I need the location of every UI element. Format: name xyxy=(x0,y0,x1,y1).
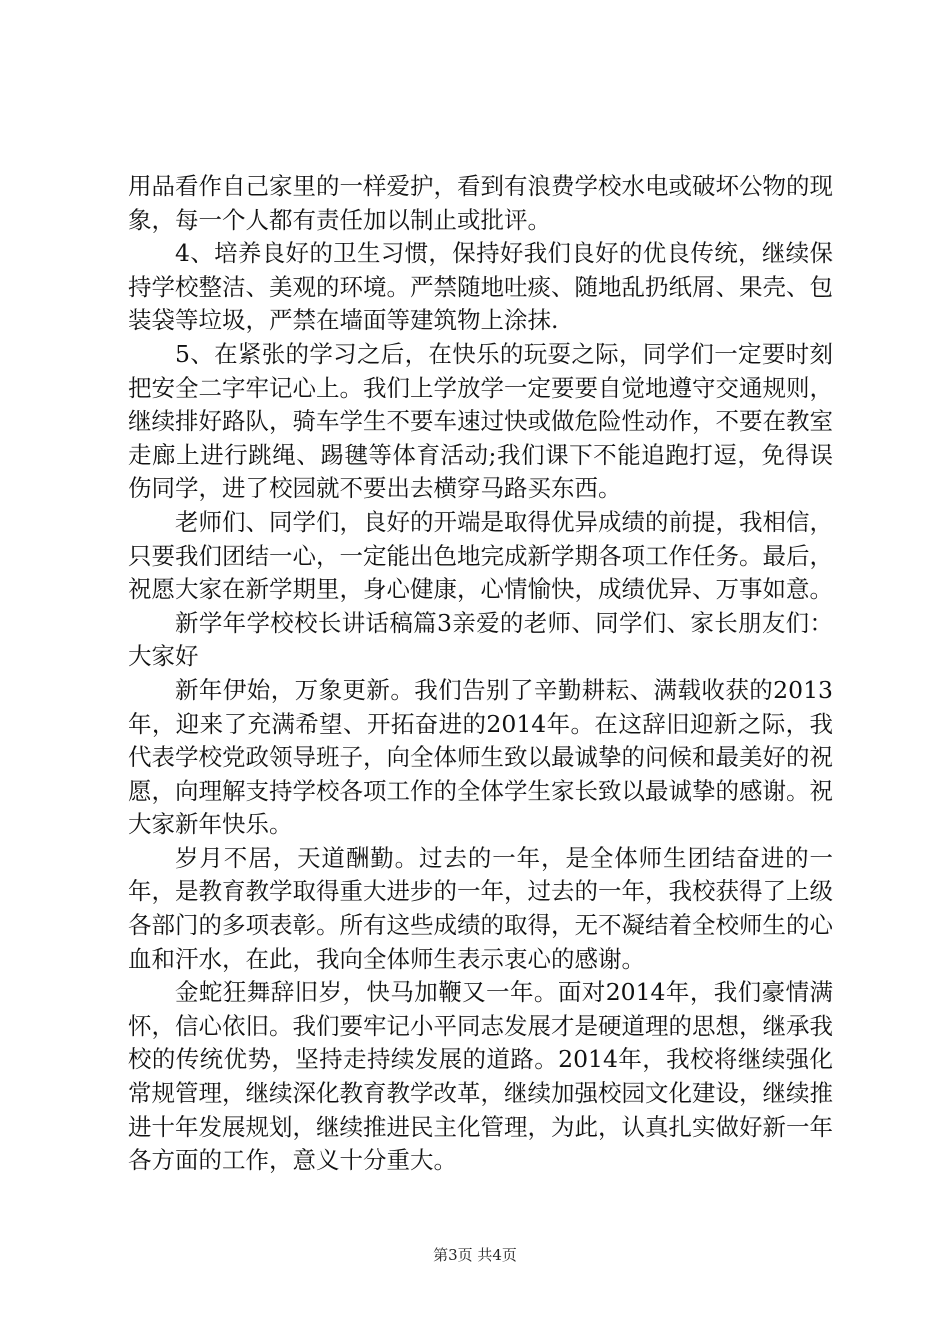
paragraph-5: 新学年学校校长讲话稿篇3亲爱的老师、同学们、家长朋友们：大家好 xyxy=(128,608,833,671)
paragraph-8: 金蛇狂舞辞旧岁，快马加鞭又一年。面对2014年，我们豪情满怀，信心依旧。我们要牢记小平同志发展才是硬道理的思想，继承我校的传统优势，坚持走持续发展的道路。2014年，我校将继续强化常规管理，继续深化教育教学改革，继续加强校园文化建设，继续推进十年发展规划，继续推进民主化管理，为此，认真扎实做好新一年各方面的工作，意义十分重大。 xyxy=(128,978,833,1175)
paragraph-1: 用品看作自己家里的一样爱护，看到有浪费学校水电或破坏公物的现象，每一个人都有责任加以制止或批评。 xyxy=(128,172,833,234)
paragraph-7: 岁月不居，天道酬勤。过去的一年，是全体师生团结奋进的一年，是教育教学取得重大进步的一年，过去的一年，我校获得了上级各部门的多项表彰。所有这些成绩的取得，无不凝结着全校师生的心血和汗水，在此，我向全体师生表示衷心的感谢。 xyxy=(128,843,833,973)
paragraph-6: 新年伊始，万象更新。我们告别了辛勤耕耘、满载收获的2013年，迎来了充满希望、开拓奋进的2014年。在这辞旧迎新之际，我代表学校党政领导班子，向全体师生致以最诚挚的问候和最美好的祝愿，向理解支持学校各项工作的全体学生家长致以最诚挚的感谢。祝大家新年快乐。 xyxy=(128,675,833,839)
document-body xyxy=(128,170,833,1178)
paragraph-4: 老师们、同学们，良好的开端是取得优异成绩的前提，我相信，只要我们团结一心，一定能出色地完成新学期各项工作任务。最后，祝愿大家在新学期里，身心健康，心情愉快，成绩优异、万事如意。 xyxy=(128,507,833,604)
page-footer: 第3页 共4页 xyxy=(433,1246,517,1264)
paragraph-3: 5、在紧张的学习之后，在快乐的玩耍之际，同学们一定要时刻把安全二字牢记心上。我们上学放学一定要要自觉地遵守交通规则，继续排好路队，骑车学生不要车速过快或做危险性动作，不要在教室走廊上进行跳绳、踢毽等体育活动;我们课下不能追跑打逗，免得误伤同学，进了校园就不要出去横穿马路买东西。 xyxy=(128,339,833,503)
paragraph-2: 4、培养良好的卫生习惯，保持好我们良好的优良传统，继续保持学校整洁、美观的环境。严禁随地吐痰、随地乱扔纸屑、果壳、包装袋等垃圾，严禁在墙面等建筑物上涂抹. xyxy=(128,239,833,335)
